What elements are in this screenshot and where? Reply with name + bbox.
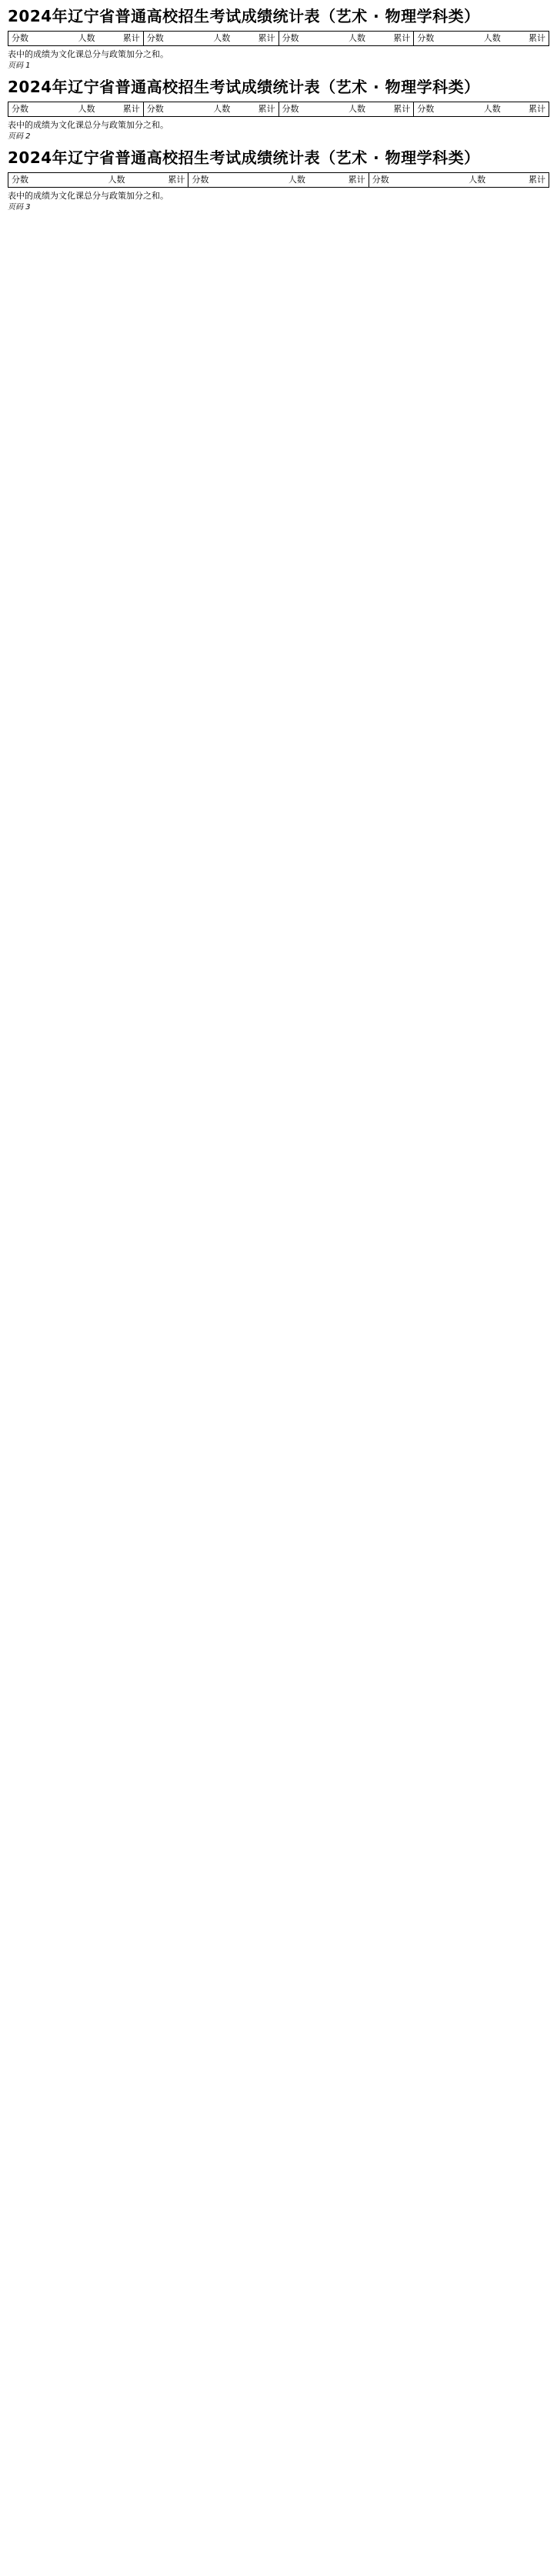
table-block [278,102,414,117]
header-cumulative: 累计 [98,102,143,117]
table-grid [8,31,549,46]
table-block [143,31,278,46]
header-count: 人数 [429,173,489,188]
table-block [369,172,549,188]
header-cumulative: 累计 [504,32,549,46]
header-score: 分数 [188,173,248,188]
table-footnote: 表中的成绩为文化课总分与政策加分之和。 [8,120,168,130]
score-table [279,31,414,46]
header-cumulative: 累计 [504,102,549,117]
header-score: 分数 [144,32,188,46]
page-number: 页码 3 [8,203,31,212]
table-block [413,102,549,117]
panel-title: 2024年辽宁省普通高校招生考试成绩统计表（艺术 · 物理学科类） [8,78,480,96]
header-score: 分数 [8,102,53,117]
header-count: 人数 [53,102,98,117]
header-count: 人数 [188,32,233,46]
table-block [143,102,278,117]
header-count: 人数 [188,102,233,117]
header-count: 人数 [324,32,369,46]
header-count: 人数 [248,173,309,188]
table-block [188,172,368,188]
page-number: 页码 1 [8,62,31,70]
header-cumulative: 累计 [233,102,278,117]
document-page [0,0,557,212]
table-grid [8,102,549,117]
header-cumulative: 累计 [369,32,413,46]
table-block [278,31,414,46]
header-cumulative: 累计 [369,102,413,117]
header-count: 人数 [459,32,504,46]
score-table-panel [0,71,557,142]
score-table [279,102,414,117]
header-count: 人数 [459,102,504,117]
score-table [144,102,278,117]
table-footnote: 表中的成绩为文化课总分与政策加分之和。 [8,49,168,59]
header-cumulative: 累计 [309,173,369,188]
score-table [8,102,143,117]
panel-title: 2024年辽宁省普通高校招生考试成绩统计表（艺术 · 物理学科类） [8,7,480,25]
header-score: 分数 [279,102,324,117]
table-block [8,31,143,46]
table-footnote: 表中的成绩为文化课总分与政策加分之和。 [8,191,168,201]
table-block [8,102,143,117]
score-table [8,31,143,46]
header-cumulative: 累计 [489,173,549,188]
table-block [413,31,549,46]
header-count: 人数 [53,32,98,46]
score-table [369,172,549,188]
score-table [414,102,549,117]
header-score: 分数 [144,102,188,117]
header-count: 人数 [68,173,128,188]
header-score: 分数 [414,102,459,117]
header-score: 分数 [8,173,68,188]
table-block [8,172,188,188]
header-score: 分数 [8,32,53,46]
score-table [144,31,278,46]
score-table [188,172,368,188]
header-score: 分数 [369,173,429,188]
page-number: 页码 2 [8,132,31,141]
table-grid [8,172,549,188]
header-cumulative: 累计 [128,173,188,188]
score-table-panel [0,0,557,71]
header-cumulative: 累计 [233,32,278,46]
header-score: 分数 [279,32,324,46]
score-table-panel [0,142,557,212]
score-table [414,31,549,46]
header-score: 分数 [414,32,459,46]
header-count: 人数 [324,102,369,117]
header-cumulative: 累计 [98,32,143,46]
panel-title: 2024年辽宁省普通高校招生考试成绩统计表（艺术 · 物理学科类） [8,148,480,167]
score-table [8,172,188,188]
